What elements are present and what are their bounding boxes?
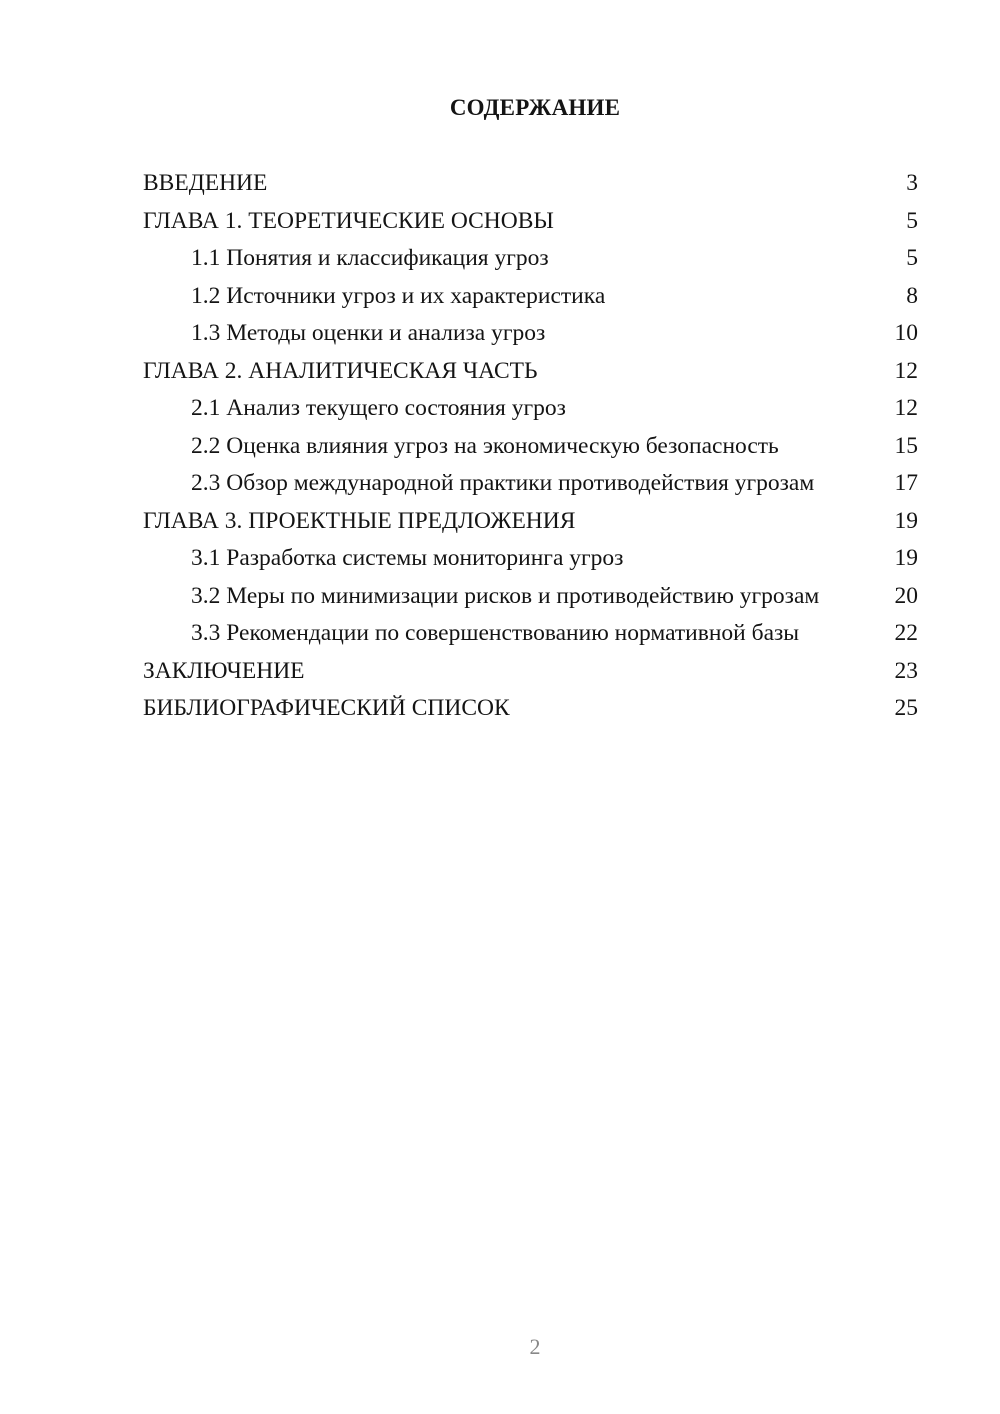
toc-entry-text: БИБЛИОГРАФИЧЕСКИЙ СПИСОК [143,695,510,721]
toc-entry-text: ГЛАВА 1. ТЕОРЕТИЧЕСКИЕ ОСНОВЫ [143,207,554,234]
toc-entry-page: 12 [894,357,918,384]
toc-entry-page: 3 [906,170,918,196]
toc-entry-text: 1.3 Методы оценки и анализа угроз [191,320,546,346]
toc-entry-page: 15 [894,432,918,459]
toc-entry-page: 23 [894,657,918,684]
toc-entry-text: 2.1 Анализ текущего состояния угроз [191,395,566,421]
toc-entry-page: 19 [894,545,918,571]
toc-entry-page: 12 [894,395,918,421]
toc-entry-text: 2.3 Обзор международной практики противодействия угрозам [191,470,815,496]
toc-entry-bibliography[interactable] [143,695,918,721]
toc-entry-section-1-2[interactable] [143,283,918,309]
toc-entry-section-1-1[interactable] [143,245,918,271]
toc-entry-section-3-2[interactable] [143,583,918,609]
toc-entry-text: ВВЕДЕНИЕ [143,170,268,196]
toc-entry-section-2-3[interactable] [143,470,918,496]
toc-entry-page: 5 [906,207,918,234]
toc-entry-page: 8 [906,282,918,309]
toc-entry-text: 2.2 Оценка влияния угроз на экономическую безопасность [191,432,779,459]
toc-entry-chapter-1[interactable] [143,208,918,234]
toc-entry-section-1-3[interactable] [143,320,918,346]
toc-entry-text: ЗАКЛЮЧЕНИЕ [143,657,305,684]
toc-entry-section-3-3[interactable] [143,620,918,646]
toc-list [143,170,918,733]
toc-entry-conclusion[interactable] [143,658,918,684]
toc-entry-text: 3.2 Меры по минимизации рисков и противодействию угрозам [191,582,820,609]
toc-entry-page: 10 [894,320,918,346]
toc-entry-chapter-3[interactable] [143,508,918,534]
toc-entry-page: 25 [894,695,918,721]
toc-entry-page: 5 [906,245,918,271]
toc-entry-text: ГЛАВА 2. АНАЛИТИЧЕСКАЯ ЧАСТЬ [143,357,538,384]
toc-entry-section-2-1[interactable] [143,395,918,421]
page-number: 2 [529,1334,541,1359]
toc-entry-section-3-1[interactable] [143,545,918,571]
toc-entry-text: 1.1 Понятия и классификация угроз [191,245,549,271]
toc-entry-text: 3.3 Рекомендации по совершенствованию нормативной базы [191,620,800,646]
toc-entry-page: 17 [894,470,918,496]
toc-entry-text: 1.2 Источники угроз и их характеристика [191,282,606,309]
toc-entry-introduction[interactable] [143,170,918,196]
toc-entry-page: 19 [894,507,918,534]
toc-entry-text: 3.1 Разработка системы мониторинга угроз [191,545,624,571]
toc-title: СОДЕРЖАНИЕ [449,95,621,120]
toc-entry-text: ГЛАВА 3. ПРОЕКТНЫЕ ПРЕДЛОЖЕНИЯ [143,507,576,534]
toc-entry-chapter-2[interactable] [143,358,918,384]
toc-entry-page: 22 [894,620,918,646]
toc-entry-page: 20 [894,582,918,609]
toc-entry-section-2-2[interactable] [143,433,918,459]
